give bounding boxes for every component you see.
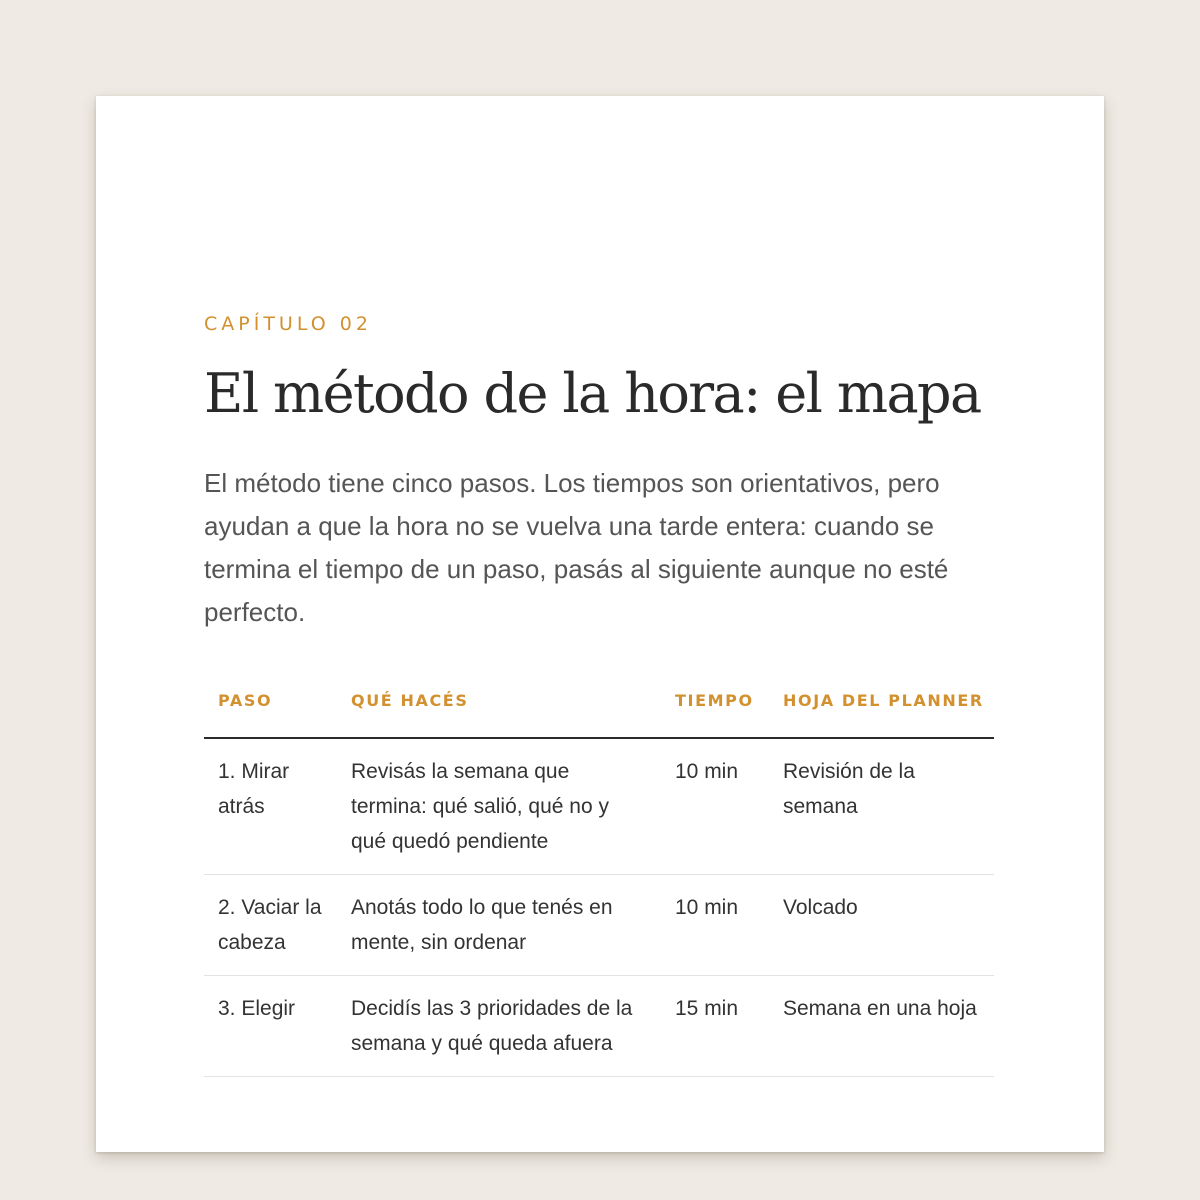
cell-step: 1. Mirar atrás <box>204 738 337 875</box>
document-page <box>96 96 1104 1152</box>
cell-sheet: Revisión de la semana <box>769 738 994 875</box>
table-row <box>204 738 994 875</box>
header-sheet: HOJA DEL PLANNER <box>769 678 994 738</box>
steps-table <box>204 678 994 1077</box>
header-what: QUÉ HACÉS <box>337 678 661 738</box>
chapter-eyebrow: CAPÍTULO 02 <box>204 313 372 335</box>
cell-time: 10 min <box>661 738 769 875</box>
header-time: TIEMPO <box>661 678 769 738</box>
cell-step: 3. Elegir <box>204 976 337 1077</box>
table-header-row <box>204 678 994 738</box>
table-row <box>204 875 994 976</box>
cell-step: 2. Vaciar la cabeza <box>204 875 337 976</box>
cell-sheet: Volcado <box>769 875 994 976</box>
cell-what: Revisás la semana que termina: qué salió, qué no y qué quedó pendiente <box>337 738 661 875</box>
cell-time: 15 min <box>661 976 769 1077</box>
chapter-intro: El método tiene cinco pasos. Los tiempos son orientativos, pero ayudan a que la hora no se vuelva una tarde entera: cuando se termina el tiempo de un paso, pasás al siguiente aunque no esté perfecto. <box>204 468 949 627</box>
chapter-title: El método de la hora: el mapa <box>204 362 981 425</box>
table-row <box>204 976 994 1077</box>
cell-what: Anotás todo lo que tenés en mente, sin ordenar <box>337 875 661 976</box>
cell-time: 10 min <box>661 875 769 976</box>
cell-what: Decidís las 3 prioridades de la semana y qué queda afuera <box>337 976 661 1077</box>
chapter-content <box>204 312 996 1077</box>
header-step: PASO <box>204 678 337 738</box>
cell-sheet: Semana en una hoja <box>769 976 994 1077</box>
